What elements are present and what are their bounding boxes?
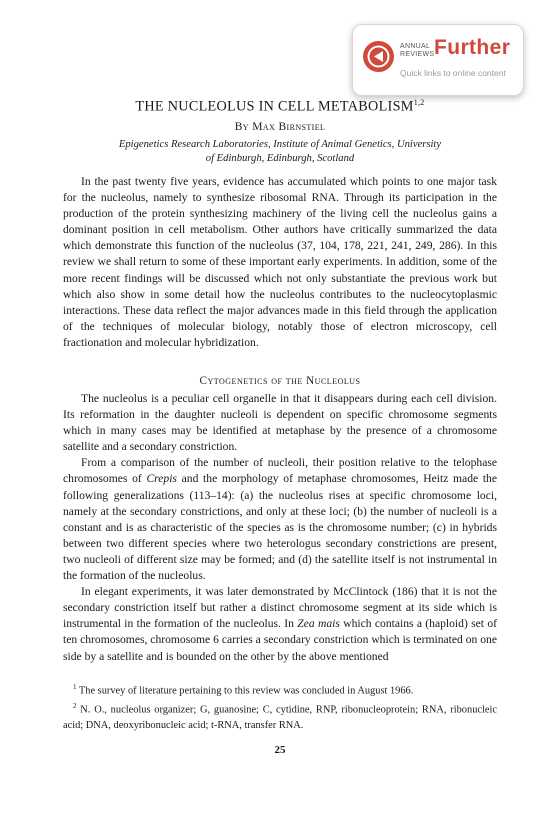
intro-section xyxy=(63,174,497,351)
affiliation-line-1: Epigenetics Research Laboratories, Institute of Animal Genetics, University xyxy=(118,139,442,150)
paragraph-2-end: and the morphology of metaphase chromosomes, Heitz made the following generalizations (113–14): (a) the nucleolus rises at specific chromosome loci, namely at the secondary constrictions, and only at these loci; (b) the number of nucleoli is a constant and is as characteristic of the species as is the chromosome number; (c) in hybrids between two different species where two heterologus secondary constrictions are present, two nucleoli of different size may be formed; and (d) the satellite itself is not instrumental in the formation of the nucleolus. xyxy=(63,472,497,583)
title-text: THE NUCLEOLUS IN CELL METABOLISM xyxy=(135,98,414,115)
footnote-1-mark: 1 xyxy=(73,683,77,691)
author-line xyxy=(0,121,560,133)
footnotes xyxy=(63,680,497,734)
author-affiliation xyxy=(70,138,490,166)
intro-paragraph: In the past twenty five years, evidence has accumulated which points to one major task for the nucleolus, namely to synthesize ribosomal RNA. Through its participation in the production of the protein synthesizing machinery of the living cell the nucleolus gains a dominant position in cell metabolism. Other authors have critically summarized the data which demonstrate this function of the nucleolus (37, 104, 178, 221, 241, 249, 286). In this review we shall return to some of these important early experiments. In addition, some of the more recent findings will be discussed which not only substantiate the previous work but which also show in some detail how the nucleolus contributes to the nucleocytoplasmic interactions. These data reflect the major advances made in this field through the application of the techniques of molecular biology, notably those of electron microscopy, cell fractionation and molecular hybridization. xyxy=(63,175,497,349)
paragraph-3-end: which contains a (haploid) set of ten chromosomes, chromosome 6 carries a secondary constriction which is terminated on one side by a satellite and is bounded on the other by the above mentioned xyxy=(63,617,497,663)
footnote-1 xyxy=(63,680,497,699)
annual-label: ANNUAL xyxy=(400,43,431,50)
section-heading: Cytogenetics of the Nucleolus xyxy=(199,375,361,387)
badge-tagline: Quick links to online content xyxy=(400,68,506,78)
paragraph-2 xyxy=(63,455,497,584)
paragraph-2-start: From a comparison of the number of nucleoli, their position relative to the telophase chromosomes of xyxy=(63,456,497,486)
footnote-2-text: N. O., nucleolus organizer; G, guanosine; C, cytidine, RNP, ribonucleoprotein; RNA, ribonucleic acid; DNA, deoxyribonucleic acid; t-RNA, transfer RNA. xyxy=(63,704,497,732)
annual-reviews-wordmark xyxy=(400,43,434,59)
paragraph-1: The nucleolus is a peculiar cell organelle in that it disappears during each cell division. Its reformation in the daughter nucleoli is dependent on specific chromosome segments which in many cases may be identified at metaphase by the presence of a chromosome satellite and a secondary constriction. xyxy=(63,392,497,454)
affiliation-line-2: of Edinburgh, Edinburgh, Scotland xyxy=(205,153,355,164)
crepis-term: Crepis xyxy=(146,472,177,486)
paragraph-3 xyxy=(63,584,497,664)
article-title xyxy=(0,98,560,116)
footnote-2 xyxy=(63,699,497,734)
annual-reviews-arrow-icon xyxy=(362,40,395,73)
zea-mais-term: Zea mais xyxy=(297,617,340,631)
author-name: Max Birnstiel xyxy=(252,121,326,133)
page-number: 25 xyxy=(274,744,286,756)
reviews-label: REVIEWS xyxy=(400,51,435,58)
footnote-2-mark: 2 xyxy=(73,702,77,711)
cytogenetics-section xyxy=(63,391,497,665)
paragraph-3-start: In elegant experiments, it was later demonstrated by McClintock (186) that it is not the secondary constriction itself but rather a distinct chromosome segment at its side which is instrumental in the formation of the nucleolus. In xyxy=(63,585,497,631)
author-prefix: By xyxy=(234,121,249,133)
footnote-1-text: The survey of literature pertaining to this review was concluded in August 1966. xyxy=(76,685,414,697)
further-label: Further xyxy=(434,36,511,59)
title-footnote-marks: 1,2 xyxy=(413,98,425,107)
further-links-badge[interactable] xyxy=(352,24,524,96)
